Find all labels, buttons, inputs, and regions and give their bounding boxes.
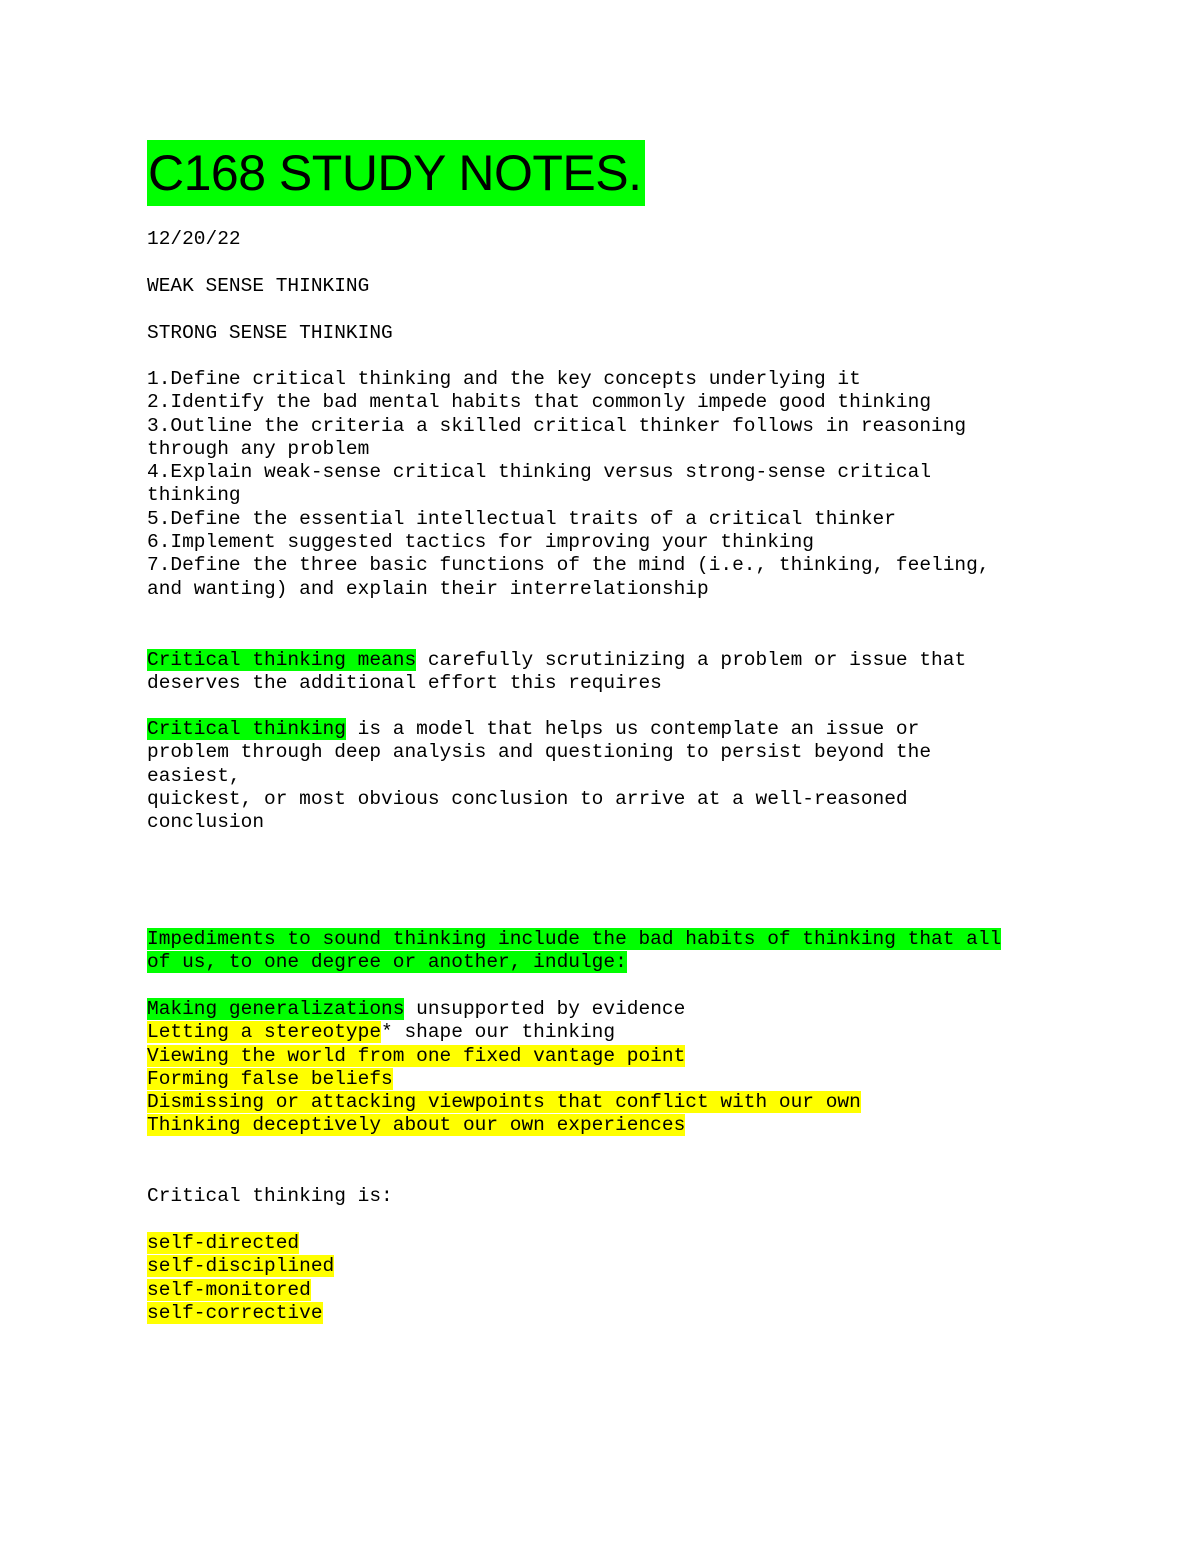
list-item <box>147 1302 334 1325</box>
traits-list <box>147 1232 334 1325</box>
definition-text: conclusion <box>147 811 265 834</box>
definition-text: quickest, or most obvious conclusion to arrive at a well-reasoned <box>147 787 908 810</box>
definition-paragraph-2 <box>147 718 931 834</box>
highlighted-term: Critical thinking means <box>147 649 417 671</box>
objective-line: 5.Define the essential intellectual traits of a critical thinker <box>147 507 896 530</box>
list-item-text: Viewing the world from one fixed vantage point <box>147 1044 686 1067</box>
objective-line: 6.Implement suggested tactics for improving your thinking <box>147 531 815 554</box>
list-item <box>147 1279 334 1302</box>
objective-line: 2.Identify the bad mental habits that commonly impede good thinking <box>147 391 932 414</box>
list-item <box>147 1232 334 1255</box>
definition-text: is a model that helps us contemplate an issue or <box>345 718 920 740</box>
list-item-text: Thinking deceptively about our own experiences <box>147 1114 686 1137</box>
list-item <box>147 1114 861 1137</box>
list-item-text: unsupported by evidence <box>404 998 686 1020</box>
definition-text: problem through deep analysis and questioning to persist beyond the <box>147 741 932 764</box>
impediments-intro-line: Impediments to sound thinking include the bad habits of thinking that all <box>147 928 1002 950</box>
definition-text: easiest, <box>147 764 241 787</box>
objective-line: 3.Outline the criteria a skilled critical thinker follows in reasoning <box>147 414 967 437</box>
impediments-list <box>147 998 861 1138</box>
objective-line: 1.Define critical thinking and the key concepts underlying it <box>147 368 861 390</box>
trait-text: self-directed <box>147 1232 300 1254</box>
date: 12/20/22 <box>147 228 241 250</box>
document-title: C168 STUDY NOTES. <box>147 140 645 206</box>
list-item-text: Forming false beliefs <box>147 1067 393 1090</box>
objective-line: 7.Define the three basic functions of the mind (i.e., thinking, feeling, <box>147 554 990 577</box>
highlighted-term: Making generalizations <box>147 998 405 1020</box>
objective-line: and wanting) and explain their interrelationship <box>147 577 709 600</box>
trait-text: self-corrective <box>147 1301 323 1324</box>
definition-text: deserves the additional effort this requires <box>147 672 662 695</box>
heading-strong-sense: STRONG SENSE THINKING <box>147 322 393 344</box>
objective-line: thinking <box>147 484 241 507</box>
list-item <box>147 1091 861 1114</box>
list-item <box>147 1045 861 1068</box>
heading-weak-sense: WEAK SENSE THINKING <box>147 275 370 297</box>
impediments-intro-line: of us, to one degree or another, indulge: <box>147 951 627 974</box>
definition-text: carefully scrutinizing a problem or issue that <box>416 649 967 671</box>
trait-text: self-disciplined <box>147 1255 335 1278</box>
objective-line: 4.Explain weak-sense critical thinking versus strong-sense critical <box>147 461 932 484</box>
list-item <box>147 998 861 1021</box>
highlighted-term: Letting a stereotype <box>147 1021 382 1044</box>
highlighted-term: Critical thinking <box>147 718 346 740</box>
list-item-text: Dismissing or attacking viewpoints that conflict with our own <box>147 1091 861 1114</box>
list-item <box>147 1021 861 1044</box>
critical-thinking-is-label: Critical thinking is: <box>147 1185 393 1207</box>
trait-text: self-monitored <box>147 1278 311 1301</box>
objective-line: through any problem <box>147 437 370 460</box>
list-item-text: * shape our thinking <box>381 1021 616 1044</box>
list-item <box>147 1068 861 1091</box>
objectives-list <box>147 368 990 601</box>
impediments-intro <box>147 928 1001 975</box>
definition-paragraph-1 <box>147 649 966 696</box>
list-item <box>147 1255 334 1278</box>
